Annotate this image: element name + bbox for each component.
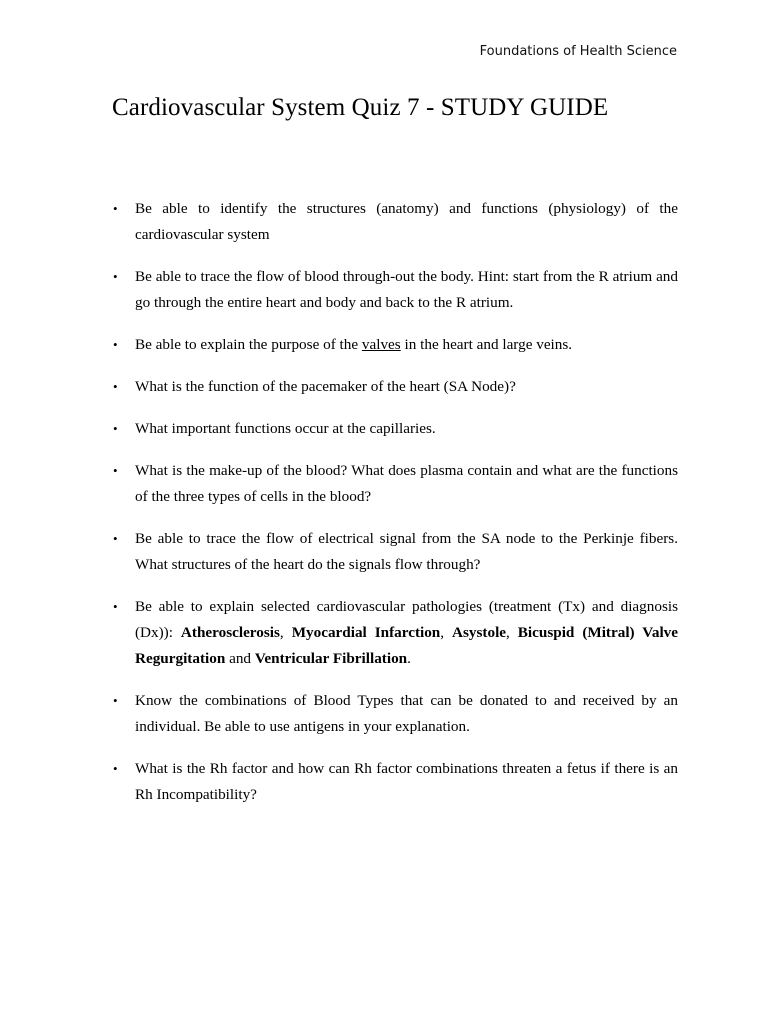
list-item	[113, 688, 678, 740]
bullet-icon: •	[113, 201, 118, 216]
list-item	[113, 526, 678, 578]
list-item-text: What is the make-up of the blood? What does plasma contain and what are the functions of the three types of cells in the blood?	[135, 462, 678, 505]
separator: ,	[440, 624, 453, 641]
list-item	[113, 196, 678, 248]
sentence-end: .	[407, 650, 411, 667]
separator: ,	[506, 624, 518, 641]
list-item-text: Know the combinations of Blood Types that can be donated to and received by an individual. Be able to use antigens in your explanation.	[135, 692, 678, 735]
bullet-icon: •	[113, 421, 118, 436]
bullet-icon: •	[113, 463, 118, 478]
study-guide-list	[113, 196, 678, 808]
list-item-text: What is the function of the pacemaker of the heart (SA Node)?	[135, 378, 516, 395]
pathology-term: Asystole	[452, 624, 507, 641]
bullet-icon: •	[113, 379, 118, 394]
pathology-term: Myocardial Infarction	[291, 624, 441, 641]
pathology-term: Ventricular Fibrillation	[254, 650, 408, 667]
pathology-term: Atherosclerosis	[180, 624, 280, 641]
separator: and	[225, 650, 255, 667]
bullet-icon: •	[113, 761, 118, 776]
list-item-text: Be able to identify the structures (anatomy) and functions (physiology) of the cardiovascular system	[135, 200, 678, 243]
list-item	[113, 332, 678, 358]
list-item	[113, 594, 678, 672]
list-item	[113, 374, 678, 400]
list-item	[113, 756, 678, 808]
course-header: Foundations of Health Science	[479, 44, 677, 59]
pathology-term: Bicuspid (Mitral) Valve Regurgitation	[135, 624, 679, 667]
list-item	[113, 264, 678, 316]
bullet-icon: •	[113, 599, 118, 614]
list-item-text: What important functions occur at the capillaries.	[135, 420, 436, 437]
bullet-icon: •	[113, 269, 118, 284]
page-title: Cardiovascular System Quiz 7 - STUDY GUIDE	[112, 94, 609, 121]
list-item	[113, 458, 678, 510]
bullet-icon: •	[113, 693, 118, 708]
bullet-icon: •	[113, 531, 118, 546]
list-item-text-before: Be able to explain the purpose of the	[135, 336, 362, 353]
underlined-term-valves: valves	[361, 336, 401, 353]
bullet-icon: •	[113, 337, 118, 352]
list-item-text: What is the Rh factor and how can Rh factor combinations threaten a fetus if there is an Rh Incompatibility?	[135, 760, 678, 803]
list-item-intro: Be able to explain selected cardiovascular pathologies (treatment (Tx) and diagnosis (Dx)):	[135, 598, 678, 641]
list-item	[113, 416, 678, 442]
separator: ,	[279, 624, 292, 641]
list-item-text: Be able to trace the flow of blood through-out the body. Hint: start from the R atrium and go through the entire heart and body and back to the R atrium.	[135, 268, 678, 311]
list-item-text: Be able to trace the flow of electrical signal from the SA node to the Perkinje fibers. What structures of the heart do the signals flow through?	[135, 530, 678, 573]
list-item-text-after: in the heart and large veins.	[400, 336, 573, 353]
